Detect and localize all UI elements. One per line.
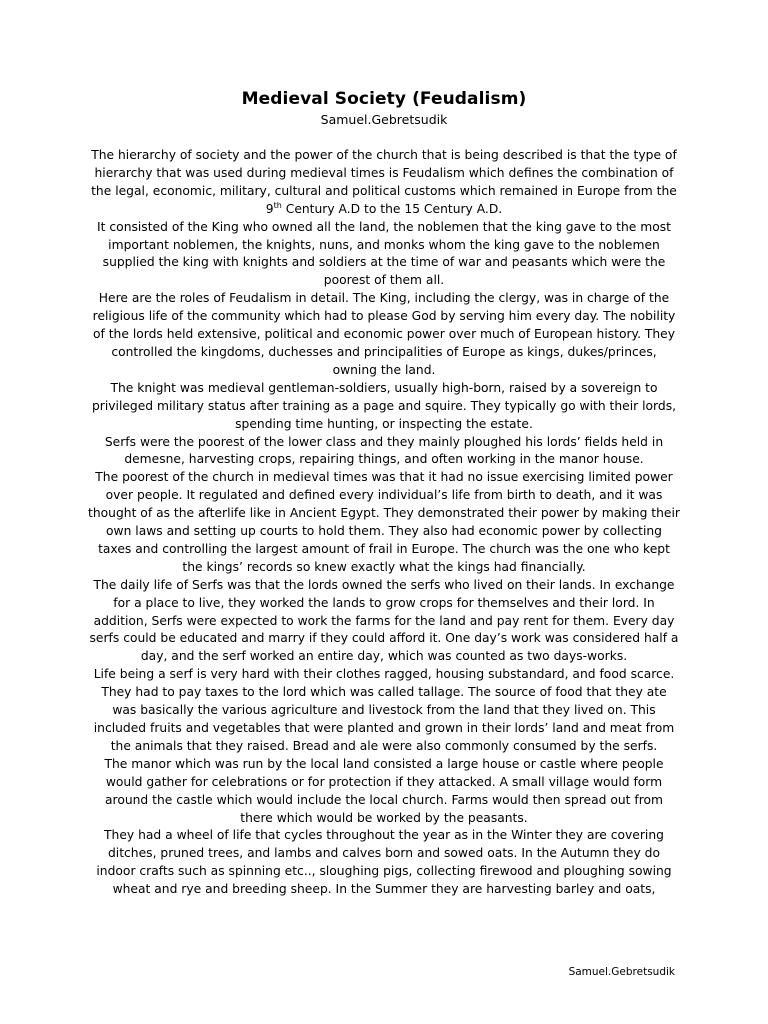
paragraph-hierarchy: It consisted of the King who owned all the land, the noblemen that the king gave to the most important noblemen, the knights, nuns, and monks whom the king gave to the noblemen supplied the king with knights and soldiers at the time of war and peasants which were the poorest of them all. [97, 219, 671, 288]
document-title: Medieval Society (Feudalism) [241, 89, 527, 109]
paragraph-feudalism-definition: The hierarchy of society and the power of the church that is being described is that the type of hierarchy that was used during medieval times is Feudalism which defines the combination of the legal, economic, military, cultural and political customs which remained in Europe from the 9th Century A.D to the 15 Century A.D. [91, 148, 677, 216]
paragraph-knight: The knight was medieval gentleman-soldiers, usually high-born, raised by a sovereign to privileged military status after training as a page and squire. They typically go with their lords, spending time hunting, or inspecting the estate. [91, 380, 677, 431]
paragraph-manor: The manor which was run by the local land consisted a large house or castle where people would gather for celebrations or for protection if they attacked. A small village would form around the castle which would include the local church. Farms would then spread out from there which would be worked by the peasants. [104, 756, 664, 825]
document-author: Samuel.Gebretsudik [320, 112, 448, 127]
paragraph-roles: Here are the roles of Feudalism in detail. The King, including the clergy, was in charge of the religious life of the community which had to please God by serving him every day. The nobility of the lords held extensive, political and economic power over much of European history. They controlled the kingdoms, duchesses and principalities of Europe as kings, dukes/princes, owning the land. [92, 291, 676, 377]
paragraph-serf-life: Life being a serf is very hard with their clothes ragged, housing substandard, and food scarce. They had to pay taxes to the lord which was called tallage. The source of food that they ate was basically the various agriculture and livestock from the land that they lived on. This included fruits and vegetables that were planted and grown in their lords’ land and meat from the animals that they raised. Bread and ale were also commonly consumed by the serfs. [93, 667, 675, 753]
paragraph-daily-life: The daily life of Serfs was that the lords owned the serfs who lived on their lands. In exchange for a place to live, they worked the lands to grow crops for themselves and their lord. In addition, Serfs were expected to work the farms for the land and pay rent for them. Every day serfs could be educated and marry if they could afford it. One day’s work was considered half a day, and the serf worked an entire day, which was counted as two days-works. [89, 577, 679, 664]
ordinal-suffix: th [273, 200, 282, 210]
page-footer-author: Samuel.Gebretsudik [568, 966, 675, 978]
paragraph-wheel-of-life: They had a wheel of life that cycles throughout the year as in the Winter they are covering ditches, pruned trees, and lambs and calves born and sowed oats. In the Autumn they do indoor crafts such as spinning etc.., sloughing pigs, collecting firewood and ploughing sowing wheat and rye and breeding sheep. In the Summer they are harvesting barley and oats, [96, 828, 672, 897]
document-body [88, 147, 680, 899]
paragraph-serfs: Serfs were the poorest of the lower class and they mainly ploughed his lords’ fields held in demesne, harvesting crops, repairing things, and often working in the manor house. [104, 434, 664, 467]
paragraph-church-power: The poorest of the church in medieval times was that it had no issue exercising limited power over people. It regulated and defined every individual’s life from birth to death, and it was thought of as the afterlife like in Ancient Egypt. They demonstrated their power by making their own laws and setting up courts to hold them. They also had economic power by collecting taxes and controlling the largest amount of frail in Europe. The church was the one who kept the kings’ records so knew exactly what the kings had financially. [88, 470, 680, 574]
